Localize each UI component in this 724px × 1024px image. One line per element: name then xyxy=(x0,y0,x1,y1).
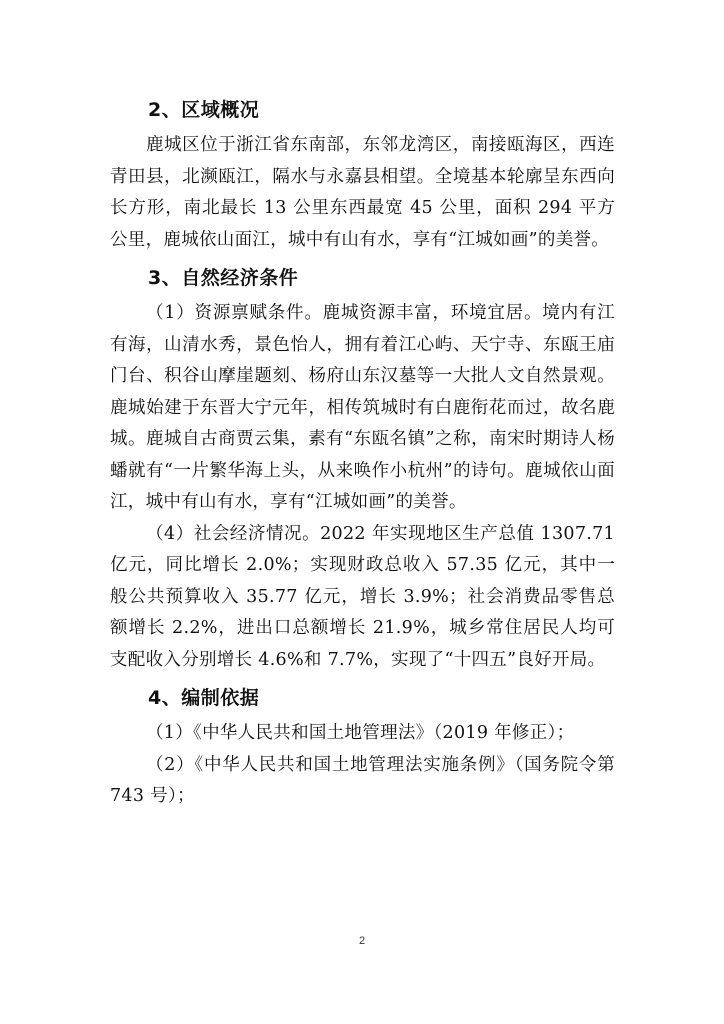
section-natural-economic-conditions xyxy=(110,262,615,676)
section-heading: 3、自然经济条件 xyxy=(148,267,299,289)
list-item: （1）《中华人民共和国土地管理法》（2019 年修正）； xyxy=(146,723,575,743)
list-item: （2）《中华人民共和国土地管理法实施条例》（国务院令第 743 号）； xyxy=(110,754,615,806)
paragraph: （4）社会经济情况。2022 年实现地区生产总值 1307.71 亿元，同比增长 2.0%；实现财政总收入 57.35 亿元，其中一般公共预算收入 35.77 亿元，增长 3.9%；社会消费品零售总额增长 2.2%，进出口总额增长 21.9%，城乡常住居民人均可支配收入分别增长 4.6%和 7.7%，实现了“十四五”良好开局。 xyxy=(110,523,615,670)
page-number: 2 xyxy=(358,935,366,947)
section-heading: 4、编制依据 xyxy=(148,687,260,709)
section-regional-overview xyxy=(110,94,615,256)
section-heading: 2、区域概况 xyxy=(148,99,260,121)
paragraph: （1）资源禀赋条件。鹿城资源丰富，环境宜居。境内有江有海，山清水秀，景色怡人，拥有着江心屿、天宁寺、东瓯王庙门台、积谷山摩崖题刻、杨府山东汉墓等一大批人文自然景观。鹿城始建于东晋大宁元年，相传筑城时有白鹿衔花而过，故名鹿城。鹿城自古商贾云集，素有“东瓯名镇”之称，南宋时期诗人杨蟠就有“一片繁华海上头，从来唤作小杭州”的诗句。鹿城依山面江，城中有山有水，享有“江城如画”的美誉。 xyxy=(110,303,615,512)
document-body xyxy=(110,88,615,813)
paragraph: 鹿城区位于浙江省东南部，东邻龙湾区，南接瓯海区，西连青田县，北濒瓯江，隔水与永嘉县相望。全境基本轮廓呈东西向长方形，南北最长 13 公里东西最宽 45 公里，面积 294 平方公里，鹿城依山面江，城中有山有水，享有“江城如画”的美誉。 xyxy=(110,135,615,250)
section-compilation-basis xyxy=(110,682,615,813)
